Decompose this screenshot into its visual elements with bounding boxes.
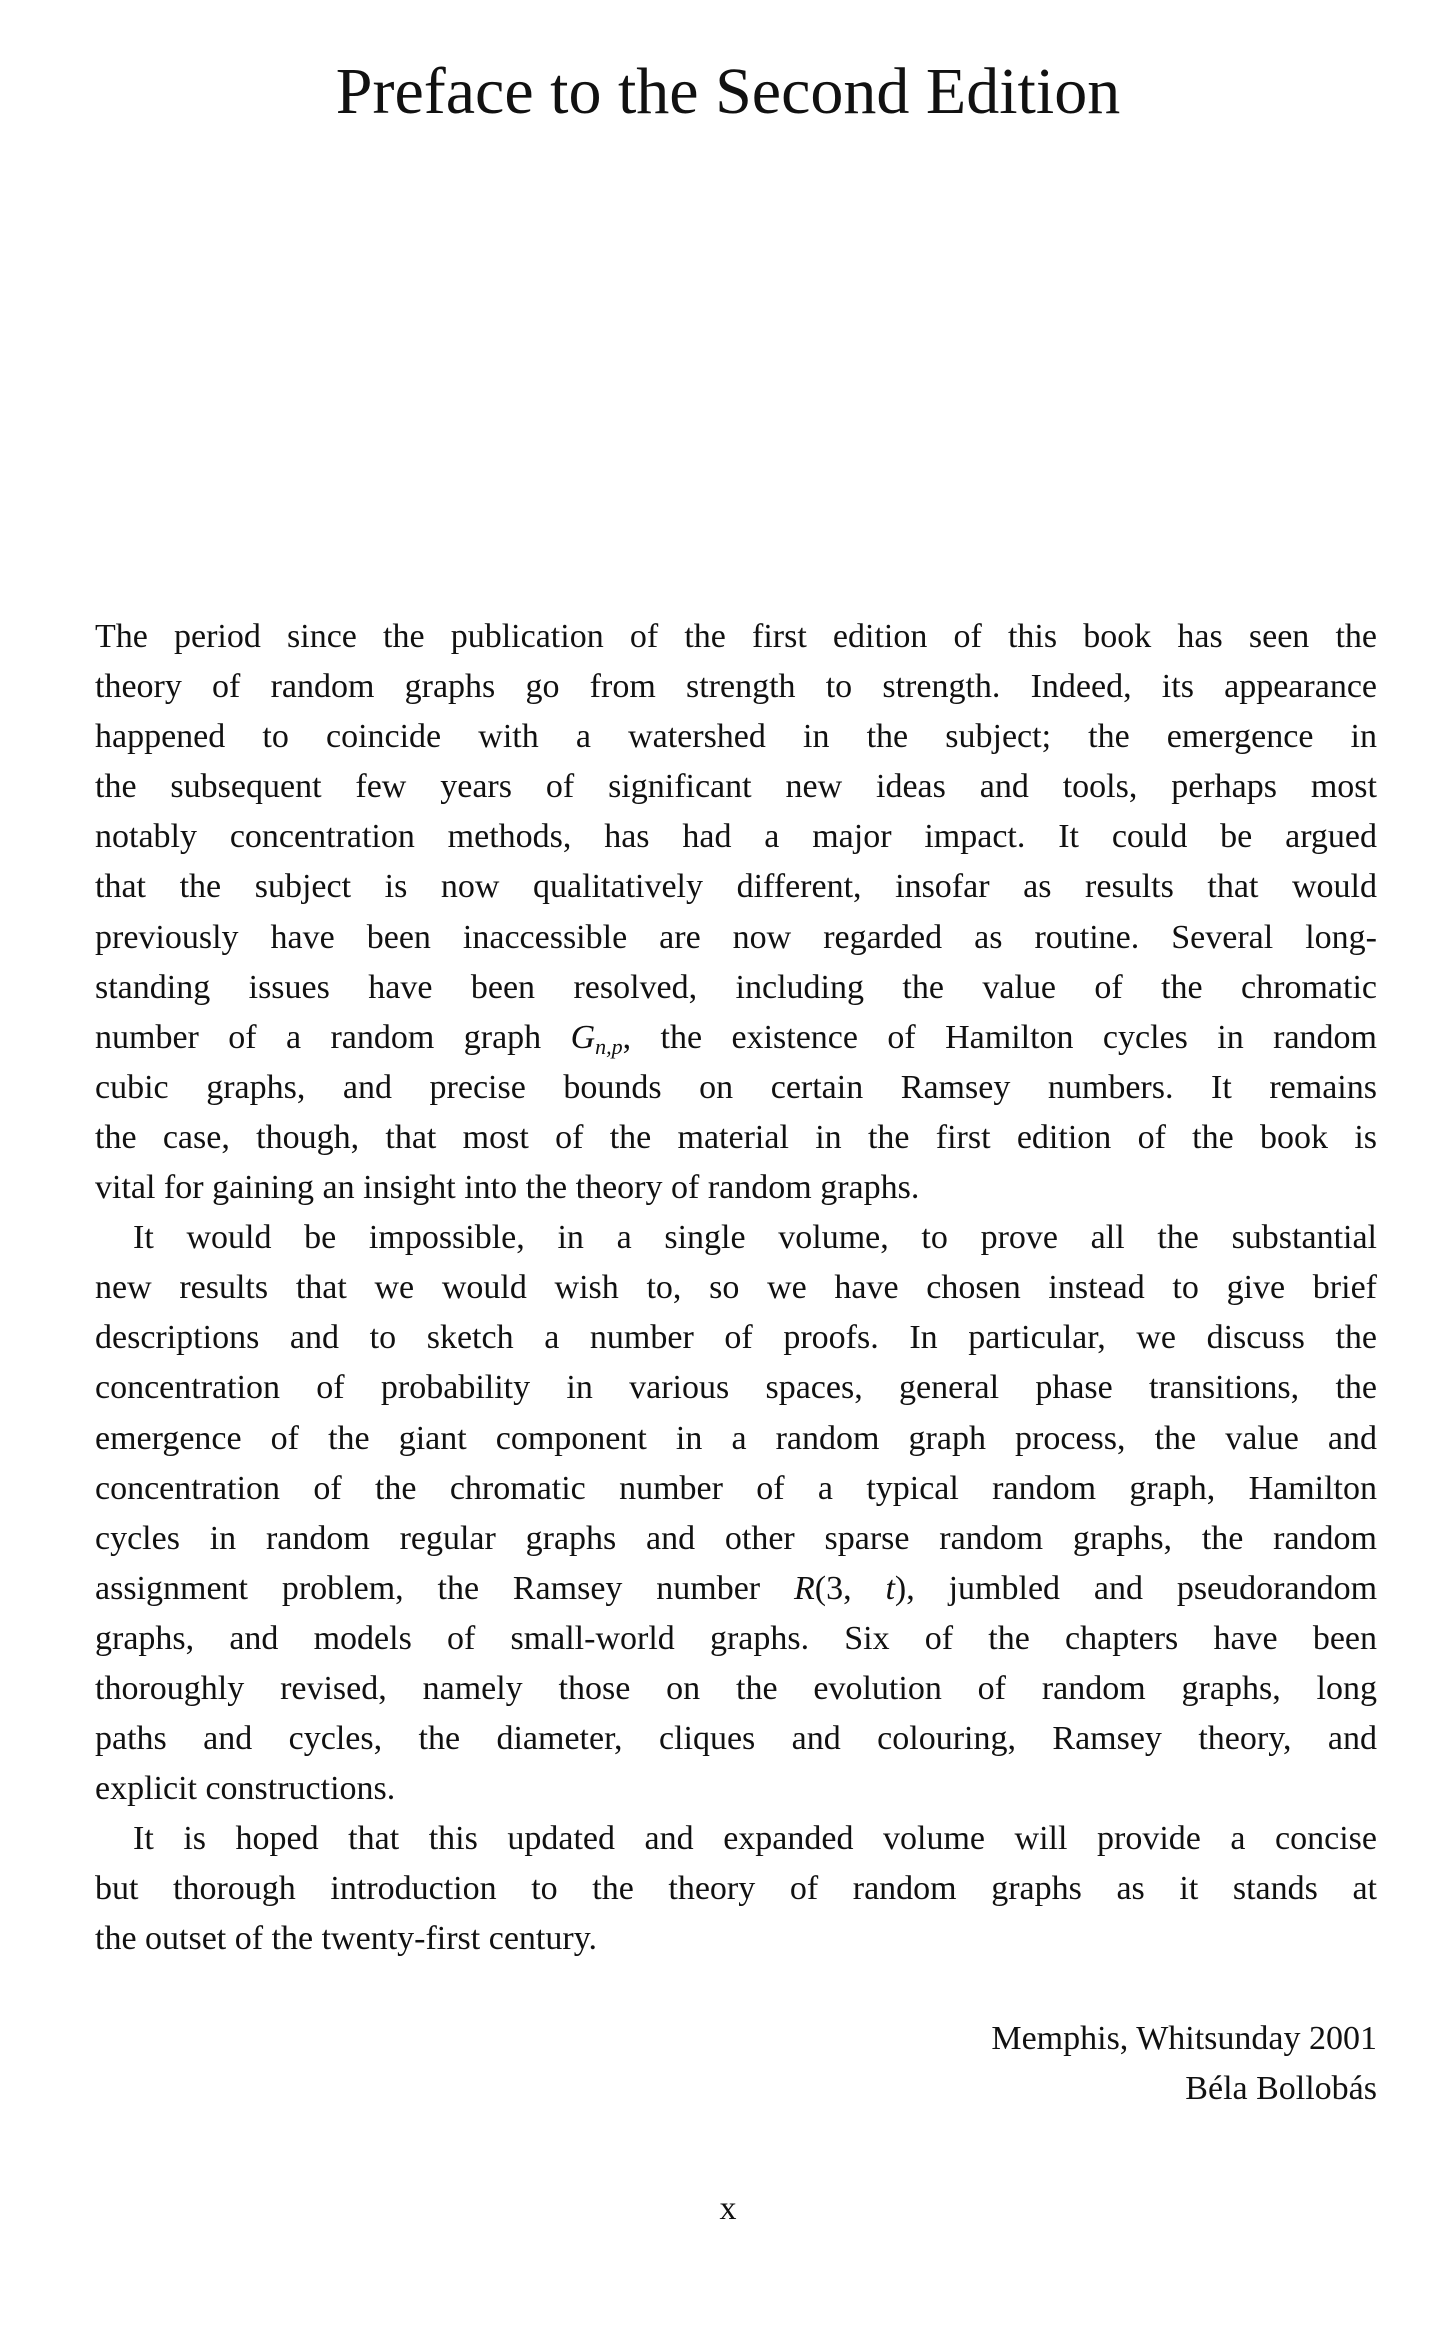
text-line: the case, though, that most of the material in the first edition of the book is [95,1118,1377,1156]
text-line: previously have been inaccessible are now regarded as routine. Several long- [95,918,1377,956]
text-line: new results that we would wish to, so we have chosen instead to give brief [95,1269,1377,1307]
text-line: descriptions and to sketch a number of proofs. In particular, we discuss the [95,1319,1377,1357]
math-symbol-r: R [794,1569,815,1607]
text-line: vital for gaining an insight into the theory of random graphs. [95,1169,920,1207]
text-line: the outset of the twenty-first century. [95,1920,597,1958]
text-line: cubic graphs, and precise bounds on certain Ramsey numbers. It remains [95,1068,1377,1106]
text-line: paths and cycles, the diameter, cliques and colouring, Ramsey theory, and [95,1720,1377,1758]
page-number: x [719,2190,737,2227]
text-line: The period since the publication of the first edition of this book has seen the [95,618,1377,655]
text-line: It is hoped that this updated and expanded volume will provide a concise [133,1820,1377,1858]
text-line: standing issues have been resolved, including the value of the chromatic [95,968,1377,1006]
text-line: concentration of probability in various spaces, general phase transitions, the [95,1369,1377,1407]
math-symbol-t: t [885,1569,895,1607]
text-segment: assignment problem, the Ramsey number [95,1569,761,1607]
page-title: Preface to the Second Edition [335,55,1121,128]
text-line: explicit constructions. [95,1770,396,1808]
signature-place-date: Memphis, Whitsunday 2001 [991,2020,1377,2057]
text-line: emergence of the giant component in a random graph process, the value and [95,1419,1377,1457]
math-symbol-g: G [570,1018,596,1056]
text-line-with-math [95,1013,1377,1063]
math-paren: ) [894,1569,907,1607]
text-segment: , jumbled and pseudorandom [906,1569,1378,1607]
text-line: graphs, and models of small-world graphs. Six of the chapters have been [95,1619,1377,1657]
text-line: theory of random graphs go from strength to strength. Indeed, its appearance [95,668,1377,706]
text-line: thoroughly revised, namely those on the evolution of random graphs, long [95,1669,1377,1707]
math-subscript: n,p [595,1033,623,1059]
text-line: that the subject is now qualitatively different, insofar as results that would [95,868,1377,906]
math-paren: (3, [814,1569,886,1607]
text-line: the subsequent few years of significant new ideas and tools, perhaps most [95,768,1377,806]
signature-author: Béla Bollobás [1185,2070,1377,2107]
text-line: cycles in random regular graphs and other sparse random graphs, the random [95,1519,1377,1557]
text-line: concentration of the chromatic number of a typical random graph, Hamilton [95,1469,1377,1507]
preface-body [95,612,1377,1965]
text-line: happened to coincide with a watershed in the subject; the emergence in [95,718,1377,756]
text-line: It would be impossible, in a single volume, to prove all the substantial [133,1219,1377,1257]
text-segment: number of a random graph [95,1018,542,1056]
text-line-with-math [95,1564,1377,1614]
text-line: notably concentration methods, has had a major impact. It could be argued [95,818,1377,856]
text-line: but thorough introduction to the theory of random graphs as it stands at [95,1870,1377,1908]
text-segment: , the existence of Hamilton cycles in random [622,1018,1377,1056]
